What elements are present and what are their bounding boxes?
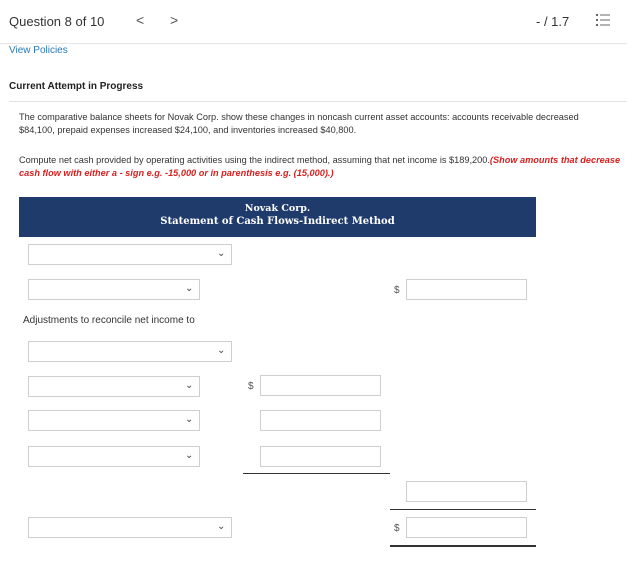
- line-item-dropdown-6[interactable]: [28, 446, 200, 467]
- chevron-down-icon: ⌄: [185, 283, 194, 294]
- statement-company: Novak Corp.: [244, 203, 311, 214]
- problem-text: The comparative balance sheets for Novak Corp. show these changes in noncash current asset accounts: accounts receivable decreased $84,100, prepaid expenses increased $24,100, and inventories increased $40,800.: [19, 112, 579, 135]
- total-rule: [390, 509, 536, 510]
- adjustments-label: Adjustments to reconcile net income to: [23, 315, 195, 326]
- top-bar: [0, 0, 627, 44]
- previous-question-icon[interactable]: <: [136, 12, 145, 28]
- instructions: [19, 154, 623, 180]
- view-policies-link[interactable]: View Policies: [9, 45, 68, 56]
- chevron-down-icon: ⌄: [217, 248, 226, 259]
- amount-input-net-cash[interactable]: [406, 517, 527, 538]
- subtotal-rule: [243, 473, 390, 474]
- amount-input-adjustment-2[interactable]: [260, 410, 381, 431]
- amount-input-net-income[interactable]: [406, 279, 527, 300]
- line-item-dropdown-2[interactable]: [28, 279, 200, 300]
- chevron-down-icon: ⌄: [185, 380, 194, 391]
- line-item-dropdown-7[interactable]: [28, 517, 232, 538]
- line-item-dropdown-3[interactable]: [28, 341, 232, 362]
- chevron-down-icon: ⌄: [185, 414, 194, 425]
- chevron-down-icon: ⌄: [185, 450, 194, 461]
- dollar-sign: $: [248, 381, 254, 392]
- line-item-dropdown-4[interactable]: [28, 376, 200, 397]
- question-counter: Question 8 of 10: [9, 14, 105, 29]
- list-icon[interactable]: [595, 12, 611, 28]
- instructions-note: (Show amounts that decrease cash flow with either a - sign e.g. -15,000 or in parenthesis e.g. (15,000).): [19, 155, 621, 178]
- statement-header: [19, 197, 536, 237]
- dollar-sign: $: [394, 523, 400, 534]
- amount-input-adjustment-3[interactable]: [260, 446, 381, 467]
- line-item-dropdown-5[interactable]: [28, 410, 200, 431]
- divider: [9, 101, 627, 102]
- chevron-down-icon: ⌄: [217, 521, 226, 532]
- attempt-status-title: Current Attempt in Progress: [9, 81, 144, 92]
- amount-input-adjustment-1[interactable]: [260, 375, 381, 396]
- chevron-down-icon: ⌄: [217, 345, 226, 356]
- next-question-icon[interactable]: >: [170, 12, 179, 28]
- score-display: - / 1.7: [536, 14, 570, 29]
- statement-title: Statement of Cash Flows-Indirect Method: [160, 216, 395, 227]
- dollar-sign: $: [394, 285, 400, 296]
- double-total-rule: [390, 545, 536, 547]
- amount-input-total-adjustments[interactable]: [406, 481, 527, 502]
- line-item-dropdown-1[interactable]: [28, 244, 232, 265]
- instructions-text: Compute net cash provided by operating activities using the indirect method, assuming that net income is $189,200.: [19, 155, 490, 165]
